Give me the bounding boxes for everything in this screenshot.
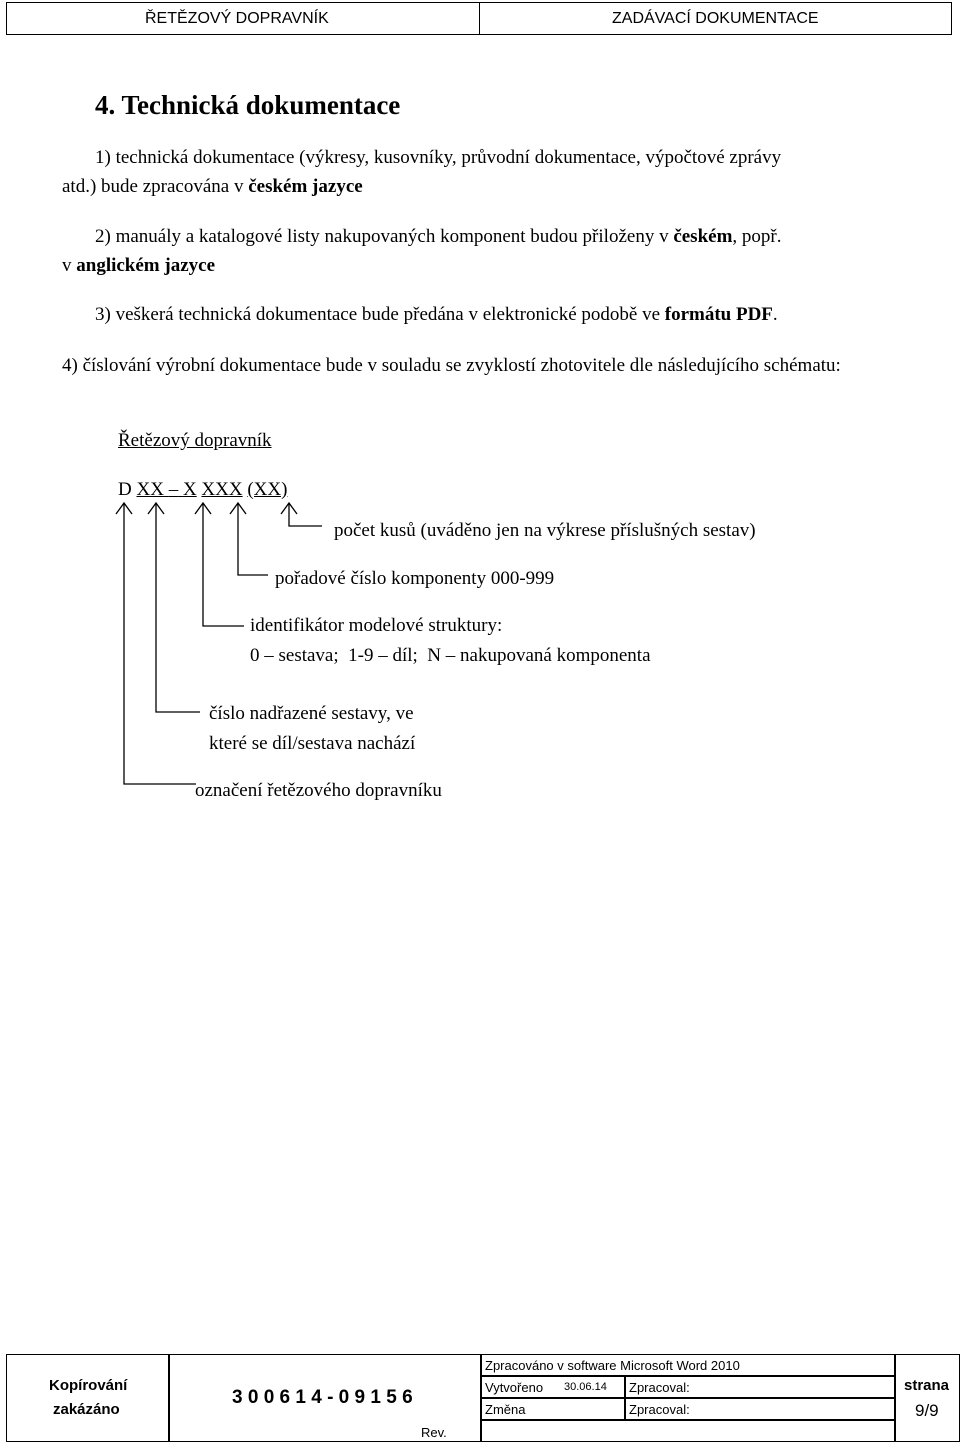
arrow-xx: [148, 503, 200, 712]
scheme-heading: Řetězový dopravník: [118, 430, 272, 451]
code-paren: (XX): [247, 479, 288, 500]
code-d: D: [118, 479, 132, 500]
p2-line1-post: , popř.: [732, 226, 782, 247]
created-cell: [481, 1376, 625, 1398]
prepared-cell-2: [625, 1398, 895, 1420]
doc-number: 3 0 0 6 1 4 - 0 9 1 5 6: [232, 1387, 413, 1408]
p2-line2-text: v: [62, 255, 77, 276]
arrow-xxx: [230, 503, 268, 575]
p3-bold: formátu PDF: [664, 304, 773, 325]
page-value: 9/9: [915, 1401, 939, 1420]
p1-line1: 1) technická dokumentace (výkresy, kusovníky, průvodní dokumentace, výpočtové zprávy: [95, 147, 782, 168]
label-parent-line2: které se díl/sestava nachází: [209, 733, 416, 754]
prepared-label-2: Zpracoval:: [629, 1402, 690, 1417]
code-x: X: [182, 479, 197, 500]
code-xxx: XXX: [201, 479, 243, 500]
copy-cell: [6, 1354, 169, 1442]
change-cell: [481, 1398, 625, 1420]
software-cell: [481, 1354, 895, 1376]
created-date: 30.06.14: [564, 1381, 607, 1393]
code-dash: –: [168, 479, 179, 500]
page-label: strana: [904, 1377, 950, 1394]
p2-line1-text: 2) manuály a katalogové listy nakupovaných komponent budou přiloženy v: [95, 226, 674, 247]
header-left: ŘETĚZOVÝ DOPRAVNÍK: [145, 10, 329, 27]
arrow-x: [195, 503, 244, 626]
label-mark: označení řetězového dopravníku: [195, 780, 442, 801]
p1-line2-bold: českém jazyce: [248, 176, 363, 197]
p3-text: 3) veškerá technická dokumentace bude předána v elektronické podobě ve: [95, 304, 665, 325]
copy-line1: Kopírování: [49, 1377, 128, 1394]
code-xx-text: XX: [136, 479, 164, 500]
copy-line2: zakázáno: [53, 1401, 120, 1418]
label-parent-line1: číslo nadřazené sestavy, ve: [209, 703, 414, 724]
empty-row-cell: [481, 1420, 895, 1442]
rev-label: Rev.: [421, 1425, 447, 1440]
page-cell: [895, 1354, 960, 1442]
label-ident-line1: identifikátor modelové struktury:: [250, 615, 503, 636]
label-count: počet kusů (uváděno jen na výkrese příslušných sestav): [334, 520, 756, 541]
header-right: ZADÁVACÍ DOKUMENTACE: [612, 10, 819, 27]
p2-line1-bold: českém: [673, 226, 733, 247]
p1-line2-text: atd.) bude zpracována v: [62, 176, 249, 197]
p4-paragraph: 4) číslování výrobní dokumentace bude v souladu se zvyklostí zhotovitele dle následujícího schématu:: [62, 355, 841, 376]
prepared-label-1: Zpracoval:: [629, 1380, 690, 1395]
prepared-cell-1: [625, 1376, 895, 1398]
software-text: Zpracováno v software Microsoft Word 2010: [485, 1358, 740, 1373]
created-label: Vytvořeno: [485, 1380, 544, 1395]
title-block: [6, 1354, 960, 1442]
label-ident-line2: 0 – sestava; 1-9 – díl; N – nakupovaná komponenta: [250, 645, 651, 666]
section-title: 4. Technická dokumentace: [95, 90, 401, 120]
change-label: Změna: [485, 1402, 526, 1417]
label-order: pořadové číslo komponenty 000-999: [275, 568, 555, 589]
number-cell: [169, 1354, 481, 1442]
arrow-count: [281, 503, 322, 526]
p3-post: .: [772, 304, 778, 325]
p2-line2-bold: anglickém jazyce: [76, 255, 216, 276]
